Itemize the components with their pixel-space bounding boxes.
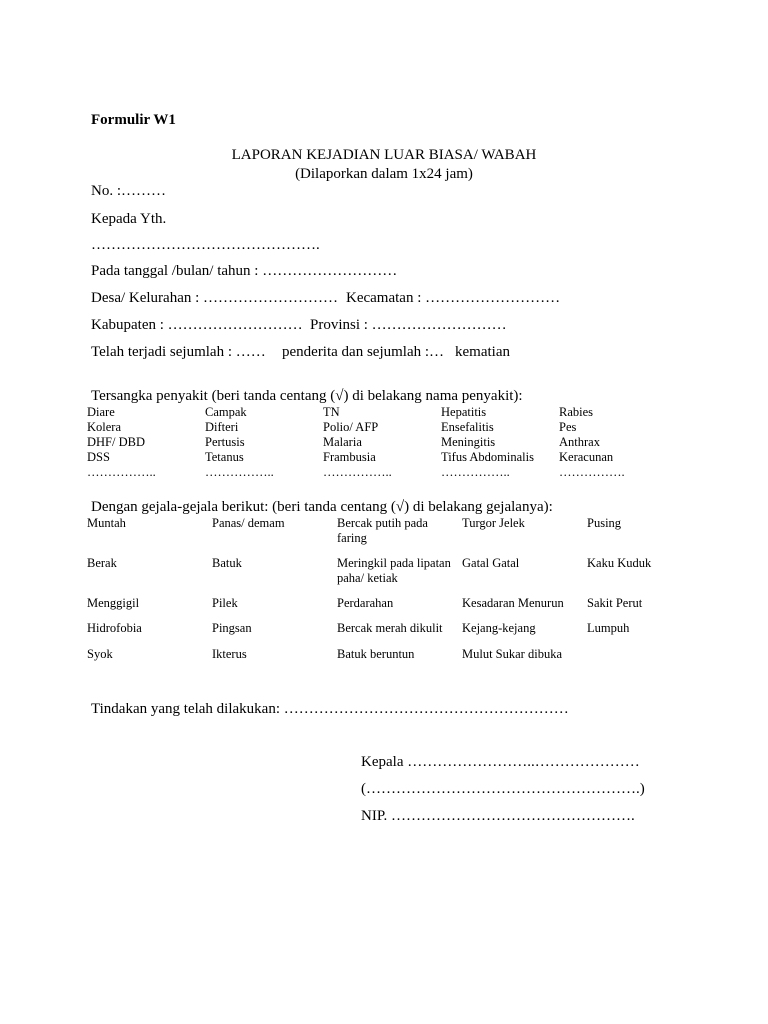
symptom-cell: Batuk beruntun (337, 647, 415, 661)
disease-cell: Rabies (559, 405, 594, 419)
symptom-cell: Kesadaran Menurun (462, 596, 564, 610)
field-desa: Desa/ Kelurahan : ……………………… (91, 290, 339, 306)
field-terjadi-kematian: penderita dan sejumlah :… (282, 344, 445, 360)
symptom-cell: Pingsan (212, 621, 252, 635)
symptom-cell: Sakit Perut (587, 596, 643, 610)
symptom-cell: Mulut Sukar dibuka (462, 647, 562, 661)
symptom-heading: Dengan gejala-gejala berikut: (beri tanda centang (√) di belakang gejalanya): (91, 499, 553, 515)
disease-cell: Meningitis (441, 435, 496, 449)
disease-cell: Tetanus (205, 450, 244, 464)
symptom-cell: Lumpuh (587, 621, 630, 635)
symptom-cell: Pusing (587, 516, 622, 530)
symptom-cell: Ikterus (212, 647, 247, 661)
field-kepada: Kepada Yth. (91, 211, 167, 227)
disease-table (87, 405, 677, 480)
disease-cell: Diare (87, 405, 115, 419)
disease-cell: DSS (87, 450, 110, 464)
symptom-row (87, 516, 697, 546)
document-title: LAPORAN KEJADIAN LUAR BIASA/ WABAH (231, 147, 537, 163)
symptom-cell: Bercak putih pada faring (337, 516, 428, 545)
disease-cell: Hepatitis (441, 405, 487, 419)
disease-cell: Frambusia (323, 450, 376, 464)
disease-cell: Pes (559, 420, 577, 434)
disease-cell: Malaria (323, 435, 362, 449)
disease-heading: Tersangka penyakit (beri tanda centang (√) di belakang nama penyakit): (91, 388, 523, 404)
disease-cell: Pertusis (205, 435, 245, 449)
action-field: Tindakan yang telah dilakukan: ………………………………………………… (91, 701, 569, 717)
symptom-row (87, 596, 697, 611)
symptom-cell: Gatal Gatal (462, 556, 520, 570)
symptom-cell: Kaku Kuduk (587, 556, 652, 570)
symptom-cell: Perdarahan (337, 596, 394, 610)
disease-blank: ……………. (559, 465, 625, 479)
field-no: No. :……… (91, 183, 166, 199)
symptom-cell: Hidrofobia (87, 621, 142, 635)
disease-cell: Campak (205, 405, 247, 419)
disease-cell: Anthrax (559, 435, 600, 449)
field-kepada-blank: ………………………………………. (91, 237, 320, 253)
disease-cell: Keracunan (559, 450, 614, 464)
symptom-cell: Berak (87, 556, 117, 570)
disease-cell: TN (323, 405, 340, 419)
symptom-cell: Pilek (212, 596, 238, 610)
symptom-cell: Bercak merah dikulit (337, 621, 443, 635)
disease-cell: Difteri (205, 420, 239, 434)
field-tanggal: Pada tanggal /bulan/ tahun : ……………………… (91, 263, 398, 279)
disease-blank: …………….. (205, 465, 274, 479)
field-kecamatan: Kecamatan : ……………………… (346, 290, 561, 306)
field-kematian-label: kematian (455, 344, 510, 360)
signature-kepala: Kepala ……………………..………………… (361, 754, 640, 770)
disease-blank: …………….. (441, 465, 510, 479)
signature-name: (……………………………………………….) (361, 781, 645, 797)
disease-cell: DHF/ DBD (87, 435, 145, 449)
disease-cell: Tifus Abdominalis (441, 450, 534, 464)
document-subtitle: (Dilaporkan dalam 1x24 jam) (295, 166, 473, 182)
field-kabupaten: Kabupaten : ……………………… (91, 317, 303, 333)
symptom-row (87, 621, 697, 636)
symptom-row (87, 647, 697, 662)
symptom-cell: Batuk (212, 556, 242, 570)
symptom-cell: Syok (87, 647, 113, 661)
symptom-cell: Menggigil (87, 596, 140, 610)
disease-cell: Polio/ AFP (323, 420, 379, 434)
symptom-cell: Turgor Jelek (462, 516, 525, 530)
symptom-cell: Muntah (87, 516, 126, 530)
disease-cell: Ensefalitis (441, 420, 494, 434)
disease-blank: …………….. (323, 465, 392, 479)
disease-blank: …………….. (87, 465, 156, 479)
disease-cell: Kolera (87, 420, 122, 434)
form-code: Formulir W1 (91, 112, 176, 128)
symptom-row (87, 556, 697, 586)
symptom-cell: Panas/ demam (212, 516, 285, 530)
symptom-cell (587, 647, 697, 662)
symptom-cell: Meringkil pada lipatan paha/ ketiak (337, 556, 451, 585)
symptom-cell: Kejang-kejang (462, 621, 536, 635)
field-provinsi: Provinsi : ……………………… (310, 317, 507, 333)
signature-nip: NIP. …………………………………………. (361, 808, 635, 824)
field-terjadi-penderita: Telah terjadi sejumlah : …… (91, 344, 266, 360)
